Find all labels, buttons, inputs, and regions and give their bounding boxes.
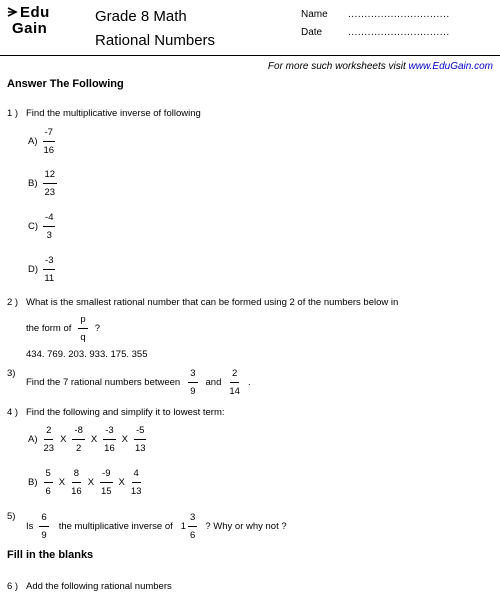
edugain-logo: [6, 4, 66, 40]
fraction: [43, 170, 58, 197]
q4-number: 4 ): [7, 407, 19, 418]
multiply-sign: X: [87, 477, 95, 488]
date-label: Date: [301, 27, 323, 38]
numerator: 12: [43, 170, 58, 184]
numerator: 2: [44, 426, 53, 440]
denominator: 16: [104, 442, 115, 454]
numerator: -8: [72, 426, 84, 440]
fraction: [103, 426, 115, 453]
logo-mark-icon: [6, 6, 18, 20]
numerator: -9: [100, 469, 112, 483]
fraction: [71, 469, 82, 496]
q3-text: Find the 7 rational numbers between: [26, 377, 181, 388]
fraction: [39, 513, 48, 540]
fraction: [188, 369, 197, 396]
numerator: 6: [39, 513, 48, 527]
q2-number: 2 ): [7, 297, 19, 308]
denominator: 9: [190, 385, 196, 397]
q4-text: Find the following and simplify it to lowest term:: [26, 407, 225, 418]
header-divider: [0, 55, 500, 56]
name-field[interactable]: ...............................: [348, 9, 450, 20]
numerator: -3: [43, 256, 55, 270]
multiply-sign: X: [118, 477, 125, 488]
q5-body: [26, 513, 287, 540]
denominator: 6: [190, 529, 196, 541]
denominator: 11: [44, 272, 55, 284]
q1-option-d: [28, 256, 55, 283]
numerator: 4: [132, 469, 141, 483]
option-label: B): [28, 477, 38, 488]
fraction: [72, 426, 84, 453]
q5-is: Is: [26, 521, 34, 532]
tagline-prefix: For more such worksheets visit: [267, 61, 409, 72]
worksheet-topic: Rational Numbers: [95, 32, 216, 49]
numerator: 8: [72, 469, 81, 483]
denominator: 2: [76, 442, 82, 454]
numerator: -7: [43, 128, 55, 142]
option-label: B): [28, 178, 38, 189]
date-field[interactable]: ...............................: [348, 27, 450, 38]
fraction: [43, 256, 55, 283]
multiply-sign: X: [60, 434, 67, 445]
option-label: D): [28, 264, 39, 275]
name-label: Name: [301, 9, 328, 20]
fraction: [134, 426, 146, 453]
q2-question-mark: ?: [94, 323, 101, 334]
tagline: [268, 61, 493, 72]
denominator: 14: [229, 385, 240, 397]
numerator: p: [78, 315, 87, 329]
q2-text: What is the smallest rational number that can be formed using 2 of the numbers below in: [26, 297, 399, 308]
q1-text: Find the multiplicative inverse of following: [26, 108, 201, 119]
denominator: 16: [43, 144, 55, 156]
denominator: 6: [45, 485, 51, 497]
multiply-sign: X: [90, 434, 98, 445]
fraction: [131, 469, 142, 496]
q3-body: [26, 369, 251, 396]
numerator: 3: [188, 369, 197, 383]
q5-whole: 1: [180, 521, 187, 532]
multiply-sign: X: [58, 477, 66, 488]
numerator: 5: [44, 469, 53, 483]
numerator: -4: [43, 213, 55, 227]
q3-end: .: [247, 377, 251, 388]
denominator: q: [80, 331, 86, 343]
q1-number: 1 ): [7, 108, 19, 119]
logo-text-edu: Edu: [20, 4, 50, 21]
q6-number: 6 ): [7, 581, 19, 592]
multiply-sign: X: [121, 434, 129, 445]
q1-option-a: [28, 128, 55, 155]
denominator: 23: [44, 186, 56, 198]
section-heading-fill: Fill in the blanks: [7, 549, 94, 561]
q1-option-c: [28, 213, 55, 240]
denominator: 13: [134, 442, 146, 454]
q3-number: 3): [7, 368, 16, 379]
denominator: 13: [130, 485, 142, 497]
q2-form-text: the form of: [26, 323, 72, 334]
fraction: [43, 128, 55, 155]
option-label: A): [28, 434, 38, 445]
q5-text: the multiplicative inverse of: [58, 521, 173, 532]
q2-form: [26, 315, 100, 342]
section-heading-answer: Answer The Following: [7, 78, 124, 90]
option-label: C): [28, 221, 39, 232]
q2-numbers: 434. 769. 203. 933. 175. 355: [26, 349, 148, 360]
fraction: [100, 469, 112, 496]
fraction: [44, 469, 53, 496]
fraction: [43, 213, 55, 240]
q6-text: Add the following rational numbers: [26, 581, 172, 592]
logo-text-gain: Gain: [12, 20, 48, 37]
fraction: [78, 315, 87, 342]
fraction: [44, 426, 55, 453]
fraction: [188, 513, 197, 540]
numerator: -5: [134, 426, 146, 440]
denominator: 9: [41, 529, 47, 541]
edugain-link[interactable]: www.EduGain.com: [408, 61, 493, 72]
q5-number: 5): [7, 511, 16, 522]
worksheet-grade: Grade 8 Math: [95, 8, 187, 25]
q4-row-b: [28, 469, 141, 496]
fraction: [229, 369, 240, 396]
option-label: A): [28, 136, 38, 147]
q5-end: ? Why or why not ?: [205, 521, 287, 532]
numerator: 3: [188, 513, 197, 527]
denominator: 23: [43, 442, 55, 454]
q4-row-a: [28, 426, 146, 453]
denominator: 3: [46, 229, 52, 241]
denominator: 15: [101, 485, 112, 497]
q3-and: and: [205, 377, 222, 388]
q1-option-b: [28, 170, 57, 197]
numerator: 2: [230, 369, 239, 383]
denominator: 16: [71, 485, 82, 497]
numerator: -3: [103, 426, 115, 440]
